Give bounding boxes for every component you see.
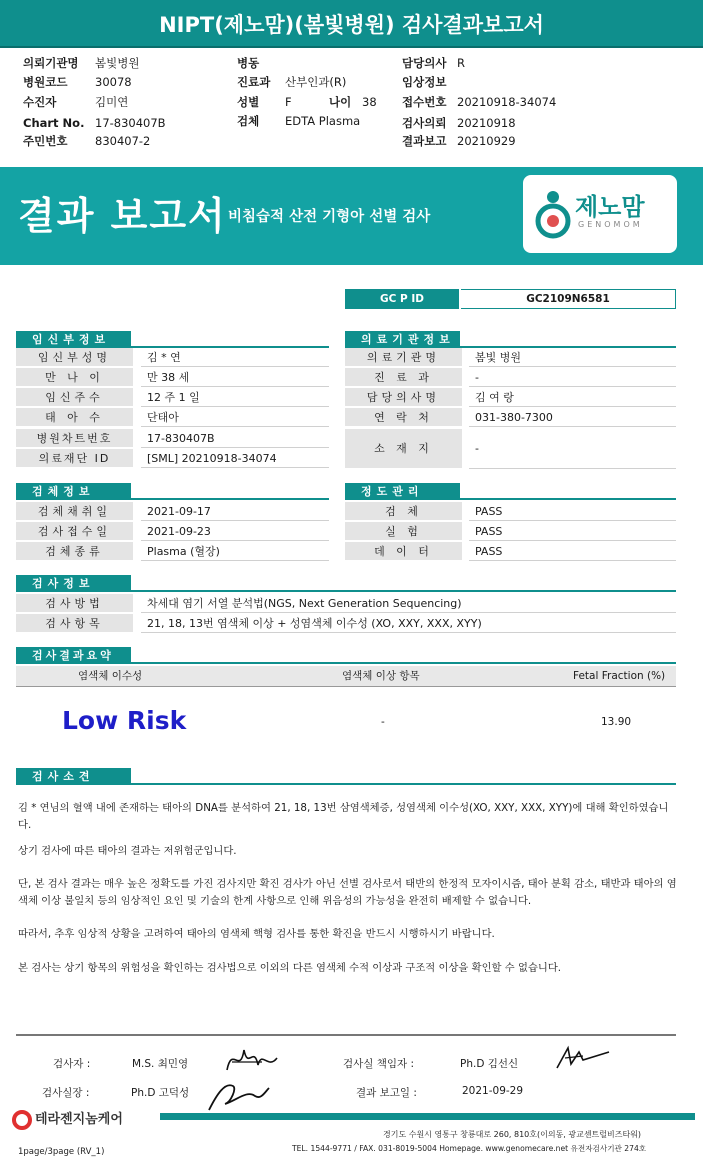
header-key: 의뢰기관명	[23, 56, 79, 70]
report-title: NIPT(제노맘)(봄빛병원) 검사결과보고서	[0, 0, 703, 48]
section-divider	[345, 498, 676, 500]
report-date-label: 결과 보고일 :	[356, 1087, 417, 1099]
header-row	[237, 56, 285, 70]
header-key: 담당의사	[402, 56, 447, 70]
row-value: 김 여 랑	[469, 388, 676, 407]
header-row	[23, 116, 166, 130]
header-value: 산부인과(R)	[285, 75, 347, 89]
header-row	[402, 75, 457, 89]
tester-name: M.S. 최민영	[132, 1058, 189, 1070]
mother-baby-icon	[533, 187, 573, 239]
lab-head-signature	[203, 1074, 273, 1116]
header-key: 검체	[237, 114, 260, 128]
row-value: PASS	[469, 522, 676, 541]
lab-head-label: 검사실장 :	[42, 1087, 90, 1099]
summary-col-abnormal: 염색체 이상 항목	[342, 670, 420, 682]
header-row	[23, 95, 128, 109]
company-logo	[12, 1108, 123, 1130]
row-key: 임신부성명	[16, 348, 133, 367]
section-divider	[16, 590, 676, 592]
finding-paragraph: 단, 본 검사 결과는 매우 높은 정확도를 가진 검사지만 확진 검사가 아닌 선별 검사로서 태반의 한정적 모자이시즘, 태아 분획 감소, 태반과 태아의 염색체 이상 불일치 등의 임상적인 요인 및 기술의 한계 사항으로 인해 위음성의 가능성을 완전히 배제할 수 없습니다.	[18, 878, 677, 907]
row-value: 만 38 세	[141, 368, 329, 387]
lab-lead-name: Ph.D 김선신	[460, 1058, 519, 1070]
row-key: 만 나 이	[16, 368, 133, 387]
lab-head-name: Ph.D 고덕성	[131, 1087, 190, 1099]
row-key: 검사접수일	[16, 522, 133, 541]
row-value: 031-380-7300	[469, 408, 676, 427]
row-key: 검체종류	[16, 542, 133, 561]
header-value: 20210918-34074	[457, 95, 557, 109]
header-value: 봄빛병원	[95, 56, 140, 70]
header-value: 김미연	[95, 95, 129, 109]
header-value: 17-830407B	[95, 116, 166, 130]
header-key: Chart No.	[23, 116, 85, 130]
row-key: 검사방법	[16, 594, 133, 613]
summary-header	[16, 666, 676, 687]
header-value: 30078	[95, 75, 132, 89]
row-key: 의료재단 ID	[16, 449, 133, 468]
logo-subtext: GENOMOM	[578, 220, 643, 229]
lab-lead-label: 검사실 책임자 :	[343, 1058, 415, 1070]
row-value: 12 주 1 일	[141, 388, 329, 407]
section-specimen-info: 검체정보	[16, 483, 131, 500]
header-key: 검사의뢰	[402, 116, 447, 130]
row-value: Plasma (혈장)	[141, 542, 329, 561]
header-value-age: 38	[362, 95, 377, 109]
signature-divider	[16, 1034, 676, 1036]
report-date-value: 2021-09-29	[462, 1085, 524, 1097]
row-value: 2021-09-23	[141, 522, 329, 541]
header-key: 결과보고	[402, 134, 447, 148]
header-row	[23, 134, 150, 148]
row-key: 임신주수	[16, 388, 133, 407]
section-result-summary: 검사결과요약	[16, 647, 131, 664]
section-institution-info: 의료기관정보	[345, 331, 460, 348]
result-abnormal-items: -	[381, 716, 385, 728]
header-row	[23, 56, 139, 70]
header-key: 임상정보	[402, 75, 447, 89]
company-name: 테라젠지놈케어	[35, 1112, 123, 1127]
row-value: -	[469, 368, 676, 387]
section-test-info: 검사정보	[16, 575, 131, 592]
report-banner	[0, 167, 703, 265]
header-row	[402, 134, 516, 148]
footer-bar	[160, 1113, 695, 1120]
company-address: 경기도 수원시 영통구 창룡대로 260, 810호(이의동, 광교센트럴비즈타워)	[383, 1130, 642, 1139]
row-key: 의료기관명	[345, 348, 462, 367]
header-value: 20210918	[457, 116, 516, 130]
header-row	[402, 95, 556, 109]
header-value: R	[457, 56, 465, 70]
gcp-id-label: GC P ID	[345, 289, 459, 309]
row-key: 담당의사명	[345, 388, 462, 407]
row-key: 진 료 과	[345, 368, 462, 387]
row-key: 실 험	[345, 522, 462, 541]
row-key: 소 재 지	[345, 429, 462, 469]
row-value: PASS	[469, 542, 676, 561]
header-row	[23, 75, 132, 89]
row-value: [SML] 20210918-34074	[141, 449, 329, 468]
summary-col-fetal-fraction: Fetal Fraction (%)	[573, 670, 666, 682]
header-row	[237, 95, 377, 109]
header-key: 진료과	[237, 75, 271, 89]
page-indicator: 1page/3page (RV_1)	[18, 1147, 105, 1157]
row-key: 검사항목	[16, 614, 133, 633]
row-value: 17-830407B	[141, 429, 329, 448]
row-key: 연 락 처	[345, 408, 462, 427]
banner-subtitle: 비침습적 산전 기형아 선별 검사	[228, 209, 431, 225]
header-key-age: 나이	[329, 95, 352, 109]
tester-label: 검사자 :	[53, 1058, 91, 1070]
row-key: 데 이 터	[345, 542, 462, 561]
header-row	[402, 116, 516, 130]
genomom-logo	[523, 175, 677, 253]
gcp-id-value: GC2109N6581	[461, 289, 676, 309]
result-fetal-fraction: 13.90	[601, 716, 632, 728]
row-value: 김 * 연	[141, 348, 329, 367]
header-key: 병동	[237, 56, 260, 70]
section-divider	[16, 662, 676, 664]
row-value: 봄빛 병원	[469, 348, 676, 367]
company-contact: TEL. 1544-9771 / FAX. 031-8019-5004 Homepage. www.genomecare.net 유전자검사기관 274호	[292, 1144, 647, 1153]
header-key: 주민번호	[23, 134, 68, 148]
header-key: 병원코드	[23, 75, 68, 89]
section-divider	[16, 783, 676, 785]
header-value: 20210929	[457, 134, 516, 148]
header-key: 접수번호	[402, 95, 447, 109]
row-value: 단태아	[141, 408, 329, 427]
section-findings: 검사소견	[16, 768, 131, 785]
row-key: 검체채취일	[16, 502, 133, 521]
result-low-risk: Low Risk	[62, 706, 187, 735]
header-row	[237, 114, 360, 128]
finding-paragraph: 따라서, 추후 임상적 상황을 고려하여 태아의 염색체 핵형 검사를 통한 확진을 반드시 시행하시기 바랍니다.	[18, 928, 495, 940]
header-key: 수진자	[23, 95, 57, 109]
finding-paragraph: 상기 검사에 따른 태아의 결과는 저위험군입니다.	[18, 845, 237, 857]
row-key: 병원차트번호	[16, 429, 133, 448]
header-row	[402, 56, 465, 70]
section-pregnant-info: 임신부정보	[16, 331, 131, 348]
row-value: 차세대 염기 서열 분석법(NGS, Next Generation Sequencing)	[141, 594, 676, 613]
banner-title: 결과 보고서	[18, 194, 227, 238]
header-value: 830407-2	[95, 134, 151, 148]
row-value: PASS	[469, 502, 676, 521]
header-key: 성별	[237, 95, 260, 109]
finding-paragraph: 본 검사는 상기 항목의 위험성을 확인하는 검사법으로 이외의 다른 염색체 수적 이상과 구조적 이상을 확인할 수 없습니다.	[18, 962, 562, 974]
finding-paragraph: 김 * 연님의 혈액 내에 존재하는 태아의 DNA를 분석하여 21, 18, 13번 삼염색체증, 성염색체 이수성(XO, XXY, XXX, XYY)에 대해 확인하였습니다.	[18, 802, 669, 831]
row-value: 21, 18, 13번 염색체 이상 + 성염색체 이수성 (XO, XXY, XXX, XYY)	[141, 614, 676, 633]
row-value: -	[469, 429, 676, 469]
summary-col-aneuploidy: 염색체 이수성	[78, 670, 143, 682]
company-logo-icon	[12, 1110, 32, 1130]
row-key: 태 아 수	[16, 408, 133, 427]
row-value: 2021-09-17	[141, 502, 329, 521]
section-divider	[16, 498, 329, 500]
header-row	[237, 75, 346, 89]
lab-lead-signature	[553, 1040, 613, 1075]
header-value: F	[285, 95, 292, 109]
section-quality-control: 정도관리	[345, 483, 460, 500]
row-key: 검 체	[345, 502, 462, 521]
logo-text: 제노맘	[575, 193, 645, 221]
header-value: EDTA Plasma	[285, 114, 361, 128]
